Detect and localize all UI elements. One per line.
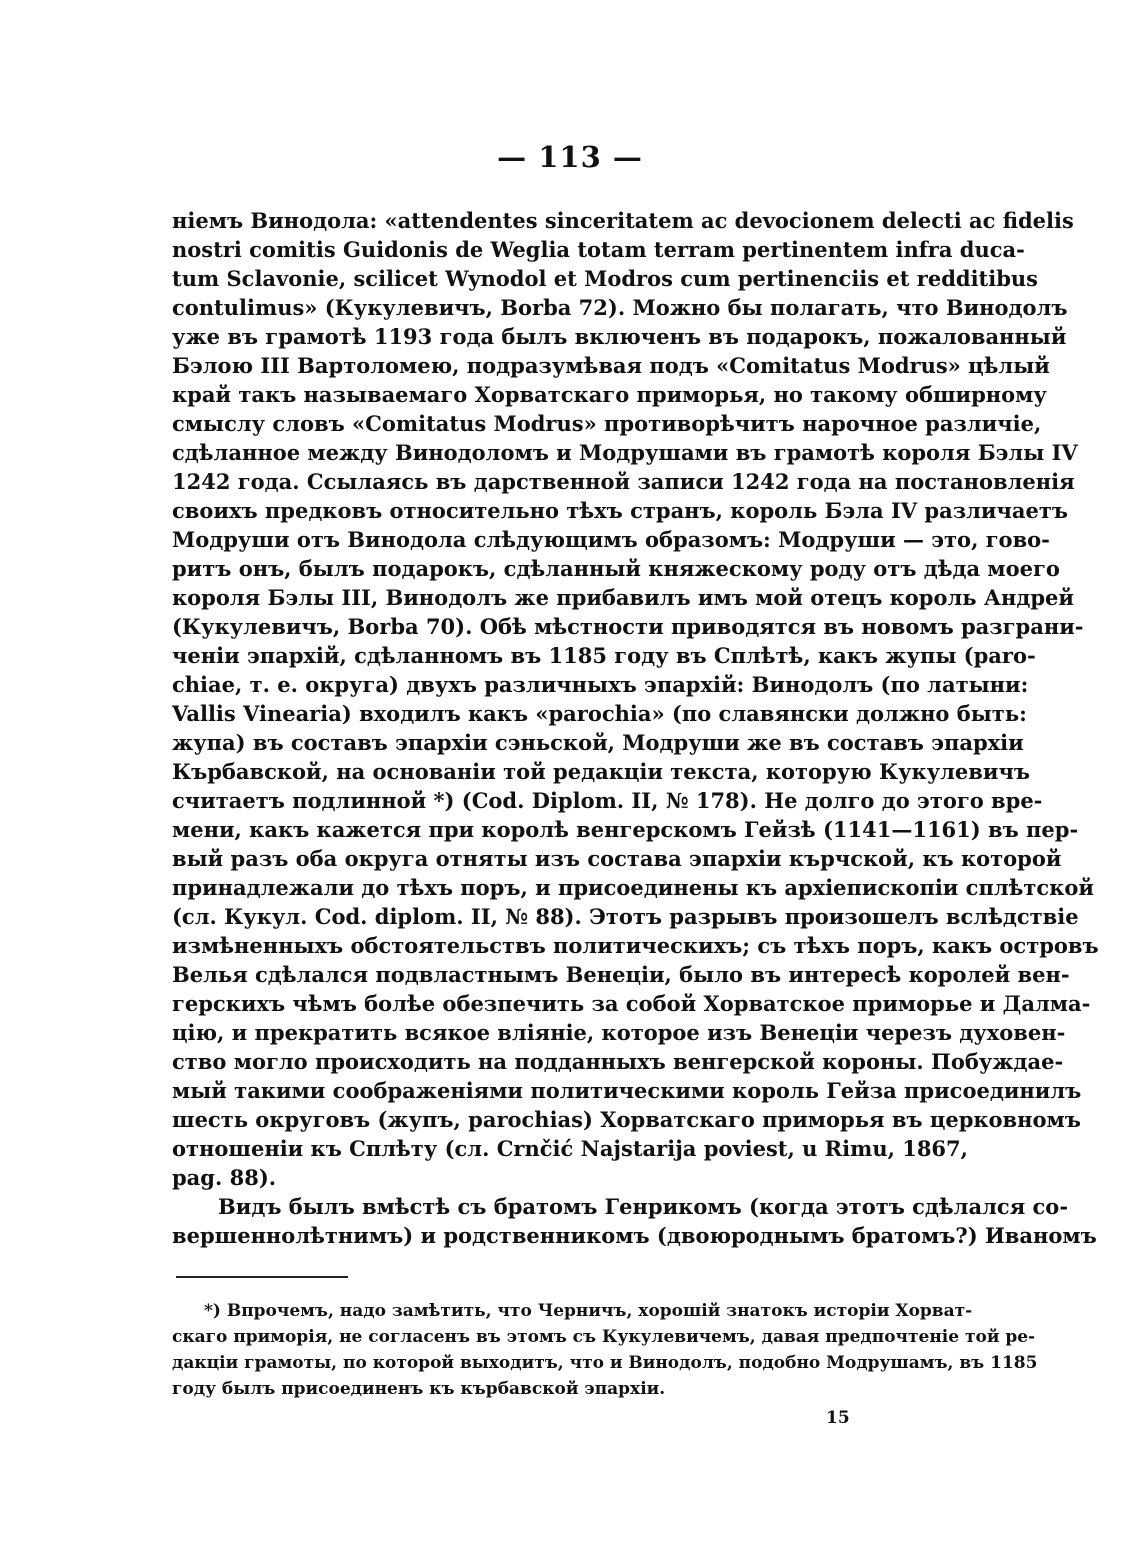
footnote-line: скаго приморія, не согласенъ въ этомъ съ Кукулевичемъ, давая предпочтеніе той ре- [172, 1327, 1036, 1347]
footnote-divider [176, 1276, 348, 1278]
text-line: смыслу словъ «Comitatus Modrus» противорѣчитъ нарочное различіе, [172, 411, 1042, 436]
text-line: ство могло происходить на подданныхъ венгерской короны. Побуждае- [172, 1049, 1064, 1074]
text-line: короля Бэлы III, Винодолъ же прибавилъ имъ мой отецъ король Андрей [172, 585, 1074, 610]
text-line: Велья сдѣлался подвластнымъ Венеціи, было въ интересѣ королей вен- [172, 962, 1070, 987]
footnote [172, 1298, 1038, 1402]
text-line: своихъ предковъ относительно тѣхъ странъ, король Бэла IV различаетъ [172, 498, 1068, 523]
text-line: вый разъ оба округа отняты изъ состава эпархіи кърчской, къ которой [172, 846, 1062, 871]
text-line: сдѣланное между Винодоломъ и Модрушами въ грамотѣ короля Бэлы IV [172, 440, 1078, 465]
footnote-line: *) Впрочемъ, надо замѣтить, что Черничъ, хорошій знатокъ исторіи Хорват- [204, 1301, 973, 1321]
text-line: pag. 88). [172, 1165, 277, 1190]
text-line: ченіи эпархій, сдѣланномъ въ 1185 году въ Сплѣтѣ, какъ жупы (paro- [172, 643, 1036, 668]
printer-signature-mark: 15 [826, 1408, 850, 1428]
main-text [172, 206, 1099, 1250]
text-line: мый такими соображеніями политическими король Гейза присоединилъ [172, 1078, 1082, 1103]
text-line: край такъ называемаго Хорватскаго приморья, но такому обширному [172, 382, 1047, 407]
text-line: жупа) въ составъ эпархіи сэньской, Модруши же въ составъ эпархіи [172, 730, 1024, 755]
text-line: вершеннолѣтнимъ) и родственникомъ (двоюроднымъ братомъ?) Иваномъ [172, 1223, 1097, 1248]
text-line: считаетъ подлинной *) (Cod. Diplom. II, № 178). Не долго до этого вре- [172, 788, 1043, 813]
text-line: Vallis Vinearia) входилъ какъ «parochia» (по славянски должно быть: [172, 701, 1027, 726]
text-line: Модруши отъ Винодола слѣдующимъ образомъ: Модруши — это, гово- [172, 527, 1050, 552]
text-line: измѣненныхъ обстоятельствъ политическихъ; съ тѣхъ поръ, какъ островъ [172, 933, 1099, 958]
text-line: tum Sclavonie, scilicet Wynodol et Modros cum pertinenciis et redditibus [172, 266, 1039, 291]
footnote-line: году былъ присоединенъ къ кърбавской эпархіи. [172, 1379, 666, 1399]
text-line: chiae, т. е. округа) двухъ различныхъ эпархій: Винодолъ (по латыни: [172, 672, 1029, 697]
text-line: Бэлою III Вартоломею, подразумѣвая подъ «Comitatus Modrus» цѣлый [172, 353, 1050, 378]
text-line: 1242 года. Ссылаясь въ дарственной записи 1242 года на постановленія [172, 469, 1075, 494]
footnote-line: дакціи грамоты, по которой выходитъ, что и Винодолъ, подобно Модрушамъ, въ 1185 [172, 1353, 1038, 1373]
text-line: цію, и прекратить всякое вліяніе, которое изъ Венеціи черезъ духовен- [172, 1020, 1066, 1045]
text-line: (Кукулевичъ, Borba 70). Обѣ мѣстности приводятся въ новомъ разграни- [172, 614, 1084, 639]
text-line: Кърбавской, на основаніи той редакціи текста, которую Кукулевичъ [172, 759, 1030, 784]
text-line: nostri comitis Guidonis de Weglia totam terram pertinentem infra duca- [172, 237, 1025, 262]
text-line: шесть округовъ (жупъ, parochias) Хорватскаго приморья въ церковномъ [172, 1107, 1081, 1132]
page-number: — 113 — [497, 140, 643, 174]
text-line: ритъ онъ, былъ подарокъ, сдѣланный княжескому роду отъ дѣда моего [172, 556, 1060, 581]
text-line: contulimus» (Кукулевичъ, Borba 72). Можно бы полагать, что Винодолъ [172, 295, 1068, 320]
text-line: принадлежали до тѣхъ поръ, и присоединены къ архіепископіи сплѣтской [172, 875, 1094, 900]
text-line: уже въ грамотѣ 1193 года былъ включенъ въ подарокъ, пожалованный [172, 324, 1067, 349]
text-line: ніемъ Винодола: «attendentes sinceritatem ac devocionem delecti ac fidelis [172, 208, 1074, 233]
text-line: отношеніи къ Сплѣту (сл. Crnčić Najstarija poviest, u Rimu, 1867, [172, 1136, 968, 1161]
text-line: (сл. Кукул. Cod. diplom. II, № 88). Этотъ разрывъ произошелъ вслѣдствіе [172, 904, 1079, 929]
text-line: Видъ былъ вмѣстѣ съ братомъ Генрикомъ (когда этотъ сдѣлался со- [218, 1194, 1069, 1219]
text-line: мени, какъ кажется при королѣ венгерскомъ Гейзѣ (1141—1161) въ пер- [172, 817, 1079, 842]
text-line: герскихъ чѣмъ болѣе обезпечить за собой Хорватское приморье и Далма- [172, 991, 1091, 1016]
